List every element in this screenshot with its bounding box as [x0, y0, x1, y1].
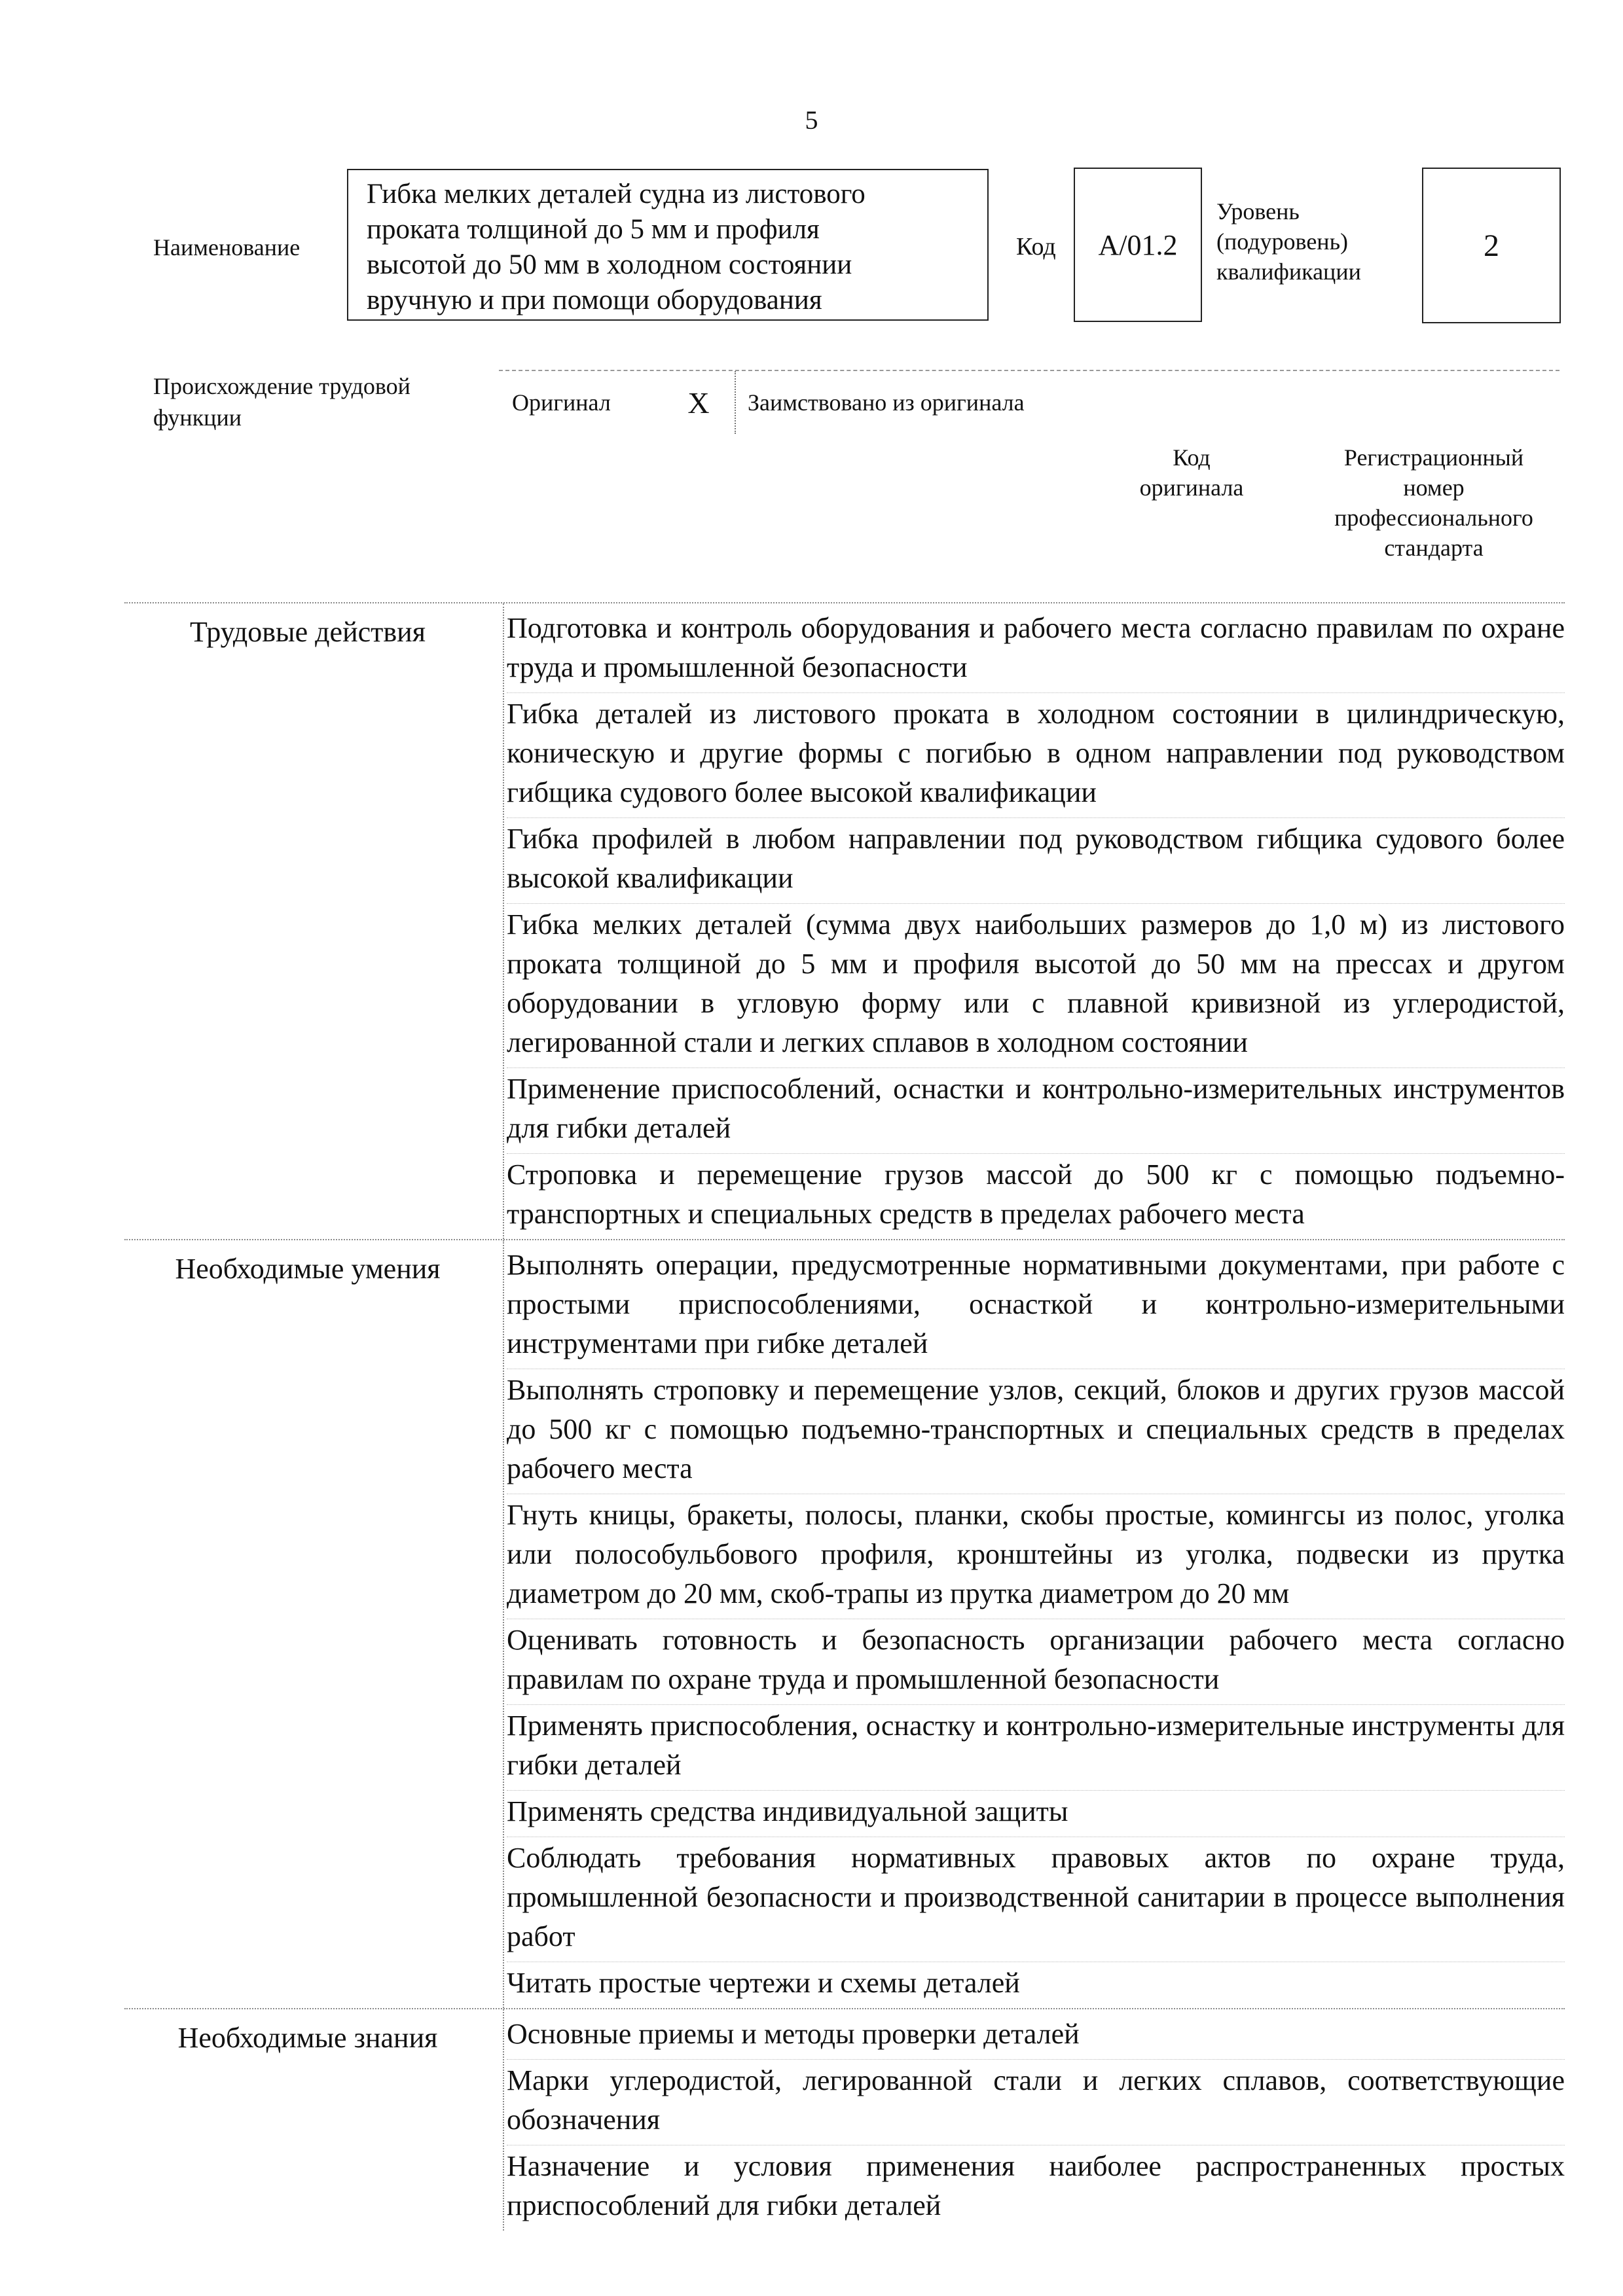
qualification-level-box	[1422, 168, 1561, 323]
list-item: Выполнять строповку и перемещение узлов, секций, блоков и других грузов массой до 500 кг с помощью подъемно-транспортных и специальных средств в пределах рабочего места	[507, 1369, 1565, 1494]
registration-number-label-line: стандарта	[1384, 535, 1484, 561]
registration-number-label-line: профессионального	[1334, 505, 1533, 531]
list-item: Марки углеродистой, легированной стали и легких сплавов, соответствующие обозначения	[507, 2059, 1565, 2145]
origin-label-line: функции	[153, 404, 242, 431]
origin-divider	[735, 371, 736, 434]
original-mark: X	[687, 386, 710, 420]
list-item: Гибка профилей в любом направлении под руководством гибщика судового более высокой квалификации	[507, 817, 1565, 903]
list-item: Строповка и перемещение грузов массой до 500 кг с помощью подъемно-транспортных и специальных средств в пределах рабочего места	[507, 1153, 1565, 1239]
registration-number-label-line: Регистрационный	[1343, 444, 1524, 471]
name-label: Наименование	[153, 234, 301, 260]
list-item: Применять средства индивидуальной защиты	[507, 1790, 1565, 1837]
registration-number-label-line: номер	[1403, 475, 1465, 501]
section-labor-actions	[124, 602, 1565, 1239]
list-item: Гибка деталей из листового проката в холодном состоянии в цилиндрическую, коническую и другие формы с погибью в одном направлении под руководством гибщика судового более высокой квалификации	[507, 692, 1565, 817]
origin-label-line: Происхождение трудовой	[153, 373, 410, 399]
section-title: Трудовые действия	[190, 616, 426, 648]
list-item: Основные приемы и методы проверки деталей	[507, 2018, 1080, 2050]
list-item: Выполнять операции, предусмотренные нормативными документами, при работе с простыми приспособлениями, оснасткой и контрольно-измерительными инструментами при гибке деталей	[507, 1249, 1565, 1359]
registration-number-label	[1303, 442, 1565, 563]
section-items	[507, 603, 1565, 1239]
list-item: Гибка мелких деталей (сумма двух наибольших размеров до 1,0 м) из листового проката толщиной до 5 мм и профиля высотой до 50 мм на прессах и другом оборудовании в угловую форму или с плавной кривизной из углеродистой, легированной стали и легких сплавов в холодном состоянии	[507, 903, 1565, 1067]
function-name-line: высотой до 50 мм в холодном состоянии	[367, 249, 852, 280]
borrowed-label: Заимствовано из оригинала	[748, 389, 1025, 416]
page-number: 5	[805, 105, 818, 135]
list-item: Применять приспособления, оснастку и контрольно-измерительные инструменты для гибки деталей	[507, 1704, 1565, 1790]
section-title: Необходимые умения	[175, 1253, 441, 1285]
list-item: Оценивать готовность и безопасность организации рабочего места согласно правилам по охране труда и промышленной безопасности	[507, 1619, 1565, 1704]
qualification-level-label	[1216, 196, 1361, 287]
function-name-line: проката толщиной до 5 мм и профиля	[367, 214, 820, 245]
section-divider	[503, 1240, 504, 2008]
section-items	[507, 2009, 1565, 2231]
section-required-skills	[124, 1239, 1565, 2008]
section-items	[507, 1240, 1565, 2008]
function-name-box	[347, 169, 989, 321]
qualification-level-value: 2	[1484, 228, 1499, 263]
code-original-label	[1113, 442, 1270, 503]
function-details-table	[124, 602, 1565, 2231]
code-original-label-line: Код	[1173, 444, 1211, 471]
function-name-line: вручную и при помощи оборудования	[367, 285, 822, 315]
section-title: Необходимые знания	[177, 2022, 438, 2054]
list-item: Назначение и условия применения наиболее распространенных простых приспособлений для гибки деталей	[507, 2145, 1565, 2231]
list-item: Подготовка и контроль оборудования и рабочего места согласно правилам по охране труда и промышленной безопасности	[507, 612, 1565, 683]
origin-label	[153, 370, 481, 433]
code-value-box	[1074, 168, 1202, 322]
code-original-label-line: оригинала	[1139, 475, 1244, 501]
code-value: A/01.2	[1098, 228, 1178, 261]
list-item: Читать простые чертежи и схемы деталей	[507, 1962, 1565, 2008]
code-label: Код	[1016, 233, 1056, 260]
section-divider	[503, 603, 504, 1239]
qualification-level-label-line: квалификации	[1216, 259, 1361, 285]
function-name-line: Гибка мелких деталей судна из листового	[367, 179, 866, 209]
qualification-level-label-line: Уровень	[1216, 198, 1300, 224]
list-item: Соблюдать требования нормативных правовых актов по охране труда, промышленной безопасности и производственной санитарии в процессе выполнения работ	[507, 1837, 1565, 1962]
list-item: Гнуть кницы, бракеты, полосы, планки, скобы простые, комингсы из полос, уголка или полособульбового профиля, кронштейны из уголка, подвески из прутка диаметром до 20 мм, скоб-трапы из прутка диаметром до 20 мм	[507, 1494, 1565, 1619]
original-label: Оригинал	[512, 389, 611, 416]
section-divider	[503, 2009, 504, 2231]
section-required-knowledge	[124, 2008, 1565, 2231]
list-item: Применение приспособлений, оснастки и контрольно-измерительных инструментов для гибки деталей	[507, 1067, 1565, 1153]
origin-table	[499, 370, 1559, 433]
qualification-level-label-line: (подуровень)	[1216, 228, 1348, 255]
